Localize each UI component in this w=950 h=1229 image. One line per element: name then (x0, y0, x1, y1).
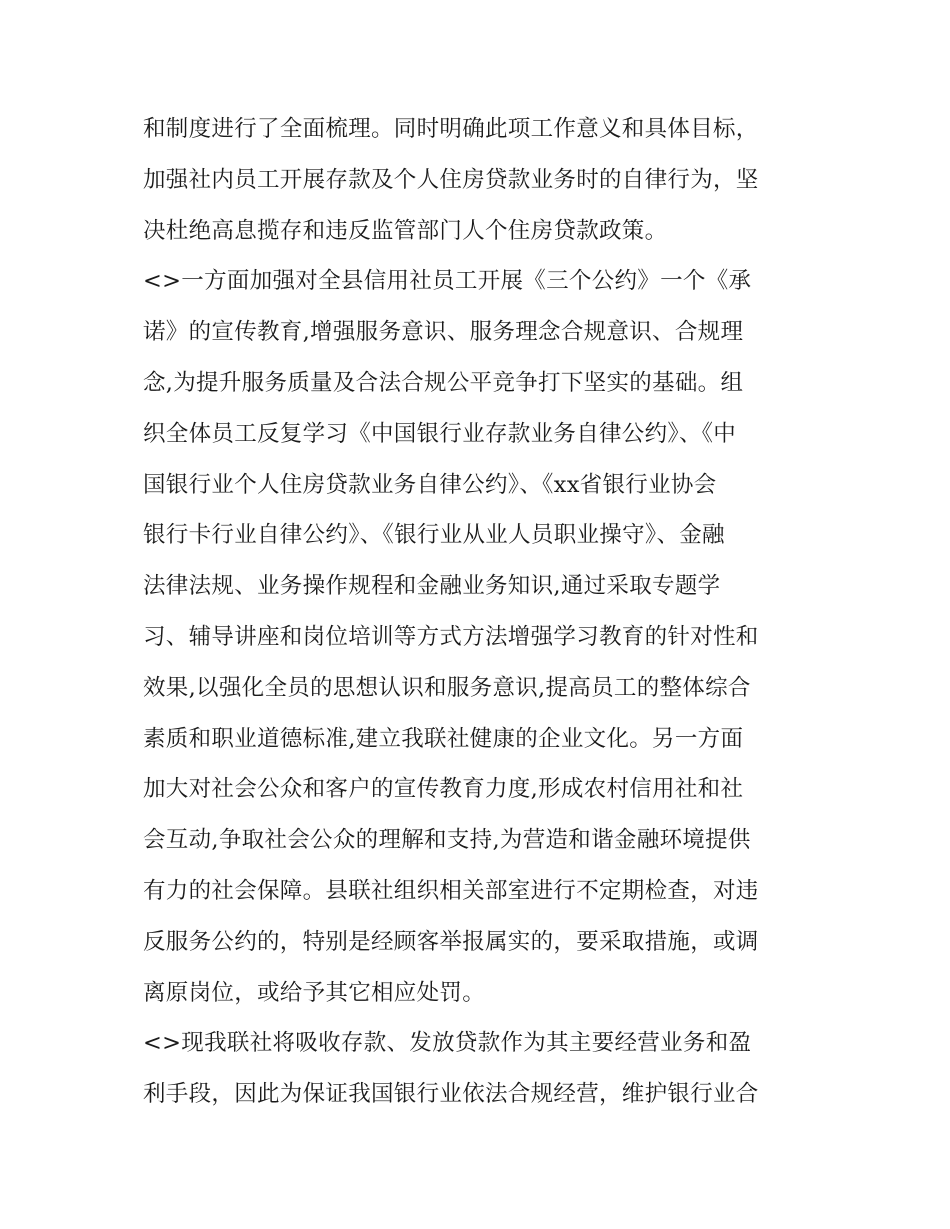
text-line: 诺》的宣传教育,增强服务意识、服务理念合规意识、合规理 (143, 319, 744, 346)
text-line: 银行卡行业自律公约》、《银行业从业人员职业操守》、金融 (143, 522, 725, 549)
text-line: 素质和职业道德标准,建立我联社健康的企业文化。另一方面 (143, 725, 744, 752)
text-line: 会互动,争取社会公众的理解和支持,为营造和谐金融环境提供 (143, 827, 751, 854)
text-line: 反服务公约的，特别是经顾客举报属实的，要采取措施，或调 (143, 928, 759, 955)
text-line: <>现我联社将吸收存款、发放贷款作为其主要经营业务和盈 (143, 1030, 752, 1057)
text-line: 加大对社会公众和客户的宣传教育力度,形成农村信用社和社 (143, 776, 744, 803)
text-line: 有力的社会保障。县联社组织相关部室进行不定期检查，对违 (143, 877, 759, 904)
text-line: <>一方面加强对全县信用社员工开展《三个公约》一个《承 (143, 268, 752, 295)
body-text (143, 104, 823, 1120)
text-line: 国银行业个人住房贷款业务自律公约》、《xx省银行业协会 (143, 471, 717, 498)
text-line: 决杜绝高息揽存和违反监管部门人个住房贷款政策。 (143, 217, 668, 244)
text-line: 加强社内员工开展存款及个人住房贷款业务时的自律行为，坚 (143, 166, 759, 193)
text-line: 和制度进行了全面梳理。同时明确此项工作意义和具体目标， (143, 116, 759, 142)
text-line: 利手段，因此为保证我国银行业依法合规经营，维护银行业合 (143, 1081, 759, 1108)
text-line: 法律法规、业务操作规程和金融业务知识,通过采取专题学 (143, 573, 721, 600)
text-line: 离原岗位，或给予其它相应处罚。 (143, 979, 486, 1006)
text-line: 效果,以强化全员的思想认识和服务意识,提高员工的整体综合 (143, 674, 751, 701)
text-line: 习、辅导讲座和岗位培训等方式方法增强学习教育的针对性和 (143, 623, 759, 650)
text-line: 念,为提升服务质量及合法合规公平竞争打下坚实的基础。组 (143, 369, 744, 396)
text-line: 织全体员工反复学习《中国银行业存款业务自律公约》、《中 (143, 420, 737, 447)
